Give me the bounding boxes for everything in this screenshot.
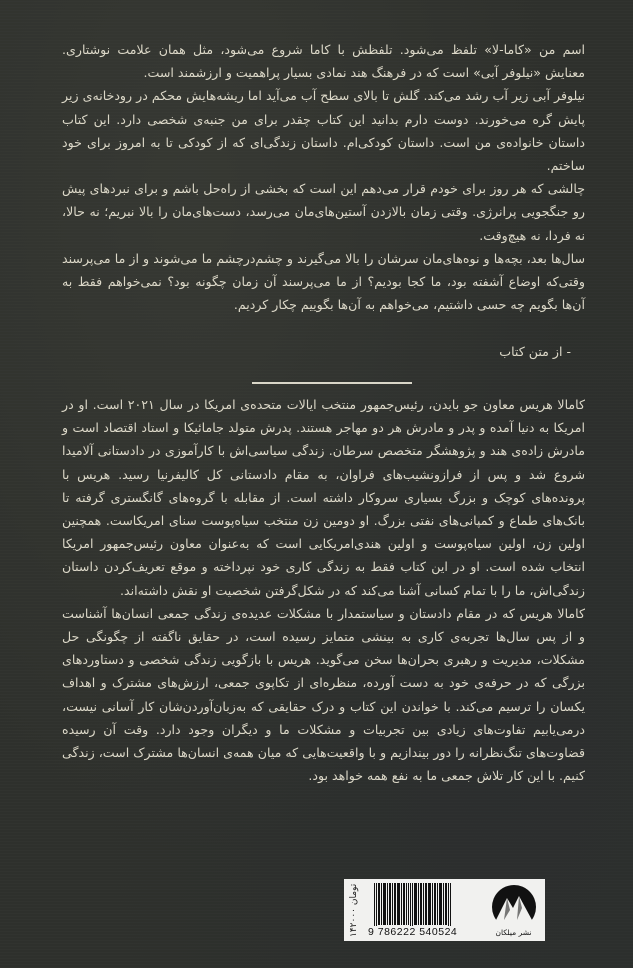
bio-paragraph: کامالا هریس معاون جو بایدن، رئیس‌جمهور منتخب ایالات متحده‌ی امریکا در سال ۲۰۲۱ است. او در امریکا به دنیا آمده و پدر و مادرش هر دو مهاجر هستند. پدرش متولد جامائیکا و استاد اقتصاد است و مادرش زاده‌ی هند و پژوهشگر متخصص سرطان. زندگی سیاسی‌اش با کارآموزی در دادستانی آلامیدا شروع شد و پس از فرازونشیب‌های فراوان، به مقام دادستانی کل کالیفرنیا رسید. هریس با پرونده‌های کوچک و بزرگ بسیاری سروکار داشته است. از مقابله با گروه‌های گانگستری گرفته تا بانک‌های طماع و کمپانی‌های نفتی بزرگ. او دومین زن منتخب سیاه‌پوست سنای امریکاست. همچنین اولین زن، اولین سیاه‌پوست و اولین هندی‌امریکایی است که به‌عنوان معاون رئیس‌جمهور امریکا انتخاب شده است. او در این کتاب فقط به زندگی کاری خود نپرداخته و موقع تعریف‌کردن داستان زندگی‌اش، ما را با تمام کسانی آشنا می‌کند که در شکل‌گرفتن شخصیت او نقش داشته‌اند. (62, 397, 585, 598)
excerpt-paragraph: اسم من «کاما-لا» تلفظ می‌شود. تلفظش با کاما شروع می‌شود، مثل همان علامت نوشتاری. معنایش «نیلوفر آبی» است که در فرهنگ هند نمادی بسیار پراهمیت و ارزشمند است. (62, 42, 585, 81)
isbn-barcode (364, 879, 482, 941)
publisher-name: نشر میلکان (495, 927, 532, 937)
excerpt-attribution: - از متن کتاب (499, 344, 571, 359)
isbn-number: 9 786222 540524 (368, 926, 458, 938)
barcode-bars (374, 883, 482, 925)
mountain-logo-icon (491, 884, 537, 930)
bio-paragraph: کامالا هریس که در مقام دادستان و سیاستمدار با مشکلات عدیده‌ی زندگی جمعی انسان‌ها آشناست و از پس سال‌ها تجربه‌ی کاری به بینشی متمایز رسیده است، در حقایق ناگفته از چگونگی حل مشکلات، مدیریت و رهبری بحران‌ها سخن می‌گوید. هریس با بازگویی زندگی شخصی و دستاوردهای بزرگی که در حرفه‌ی خود به دست آورده، منظره‌ای از تکاپوی جمعی، ارزش‌های مشترک و اهداف یکسان را ترسیم می‌کند. با خواندن این کتاب و درک حقایقی که به‌زبان‌آوردن‌شان کار آسانی نیست، درمی‌یابیم تفاوت‌های زیادی بین تجربیات و مشکلات ما و دیگران وجود دارد. وقت آن رسیده قضاوت‌های تنگ‌نظرانه را دور بیندازیم و با واقعیت‌هایی که میان همه‌ی انسان‌ها مشترک است، زندگی کنیم. با این کار تلاش جمعی ما به نفع همه خواهد بود. (62, 605, 585, 784)
section-divider (252, 382, 412, 384)
price-label: ۱۴۲۰۰۰ تومان (349, 883, 359, 937)
book-excerpt (62, 38, 585, 316)
publisher-mark (482, 879, 545, 941)
author-biography (62, 393, 585, 787)
excerpt-paragraph: چالشی که هر روز برای خودم قرار می‌دهم این است که بخشی از راه‌حل باشم و برای نبردهای پیش رو جنگجویی پرانرژی. وقتی زمان بالازدن آستین‌های‌مان می‌رسد، دست‌های‌مان را بالا نبریم؛ نه حالا، نه فردا، نه هیچ‌وقت. (62, 181, 585, 243)
excerpt-paragraph: نیلوفر آبی زیر آب رشد می‌کند. گلش تا بالای سطح آب می‌آید اما ریشه‌هایش محکم در رودخانه‌ی زیر پایش گره می‌خورند. دوست دارم بدانید این کتاب چقدر برای من جنبه‌ی شخصی دارد. این کتاب داستان خانواده‌ی من است. داستان کودکی‌ام. داستان زندگی‌ای که از کودکی تا به امروز برای خود ساختم. (62, 88, 585, 174)
excerpt-paragraph: سال‌ها بعد، بچه‌ها و نوه‌های‌مان سرشان را بالا می‌گیرند و چشم‌درچشم ما می‌شوند و از ما می‌پرسند وقتی‌که اوضاع آشفته بود، ما کجا بودیم؟ از ما می‌پرسند آن زمان چگونه بود؟ نمی‌خواهم فقط به آن‌ها بگویم چه حسی داشتیم، می‌خواهم به آن‌ها بگوییم چکار کردیم. (62, 250, 585, 313)
barcode-label (344, 879, 545, 941)
